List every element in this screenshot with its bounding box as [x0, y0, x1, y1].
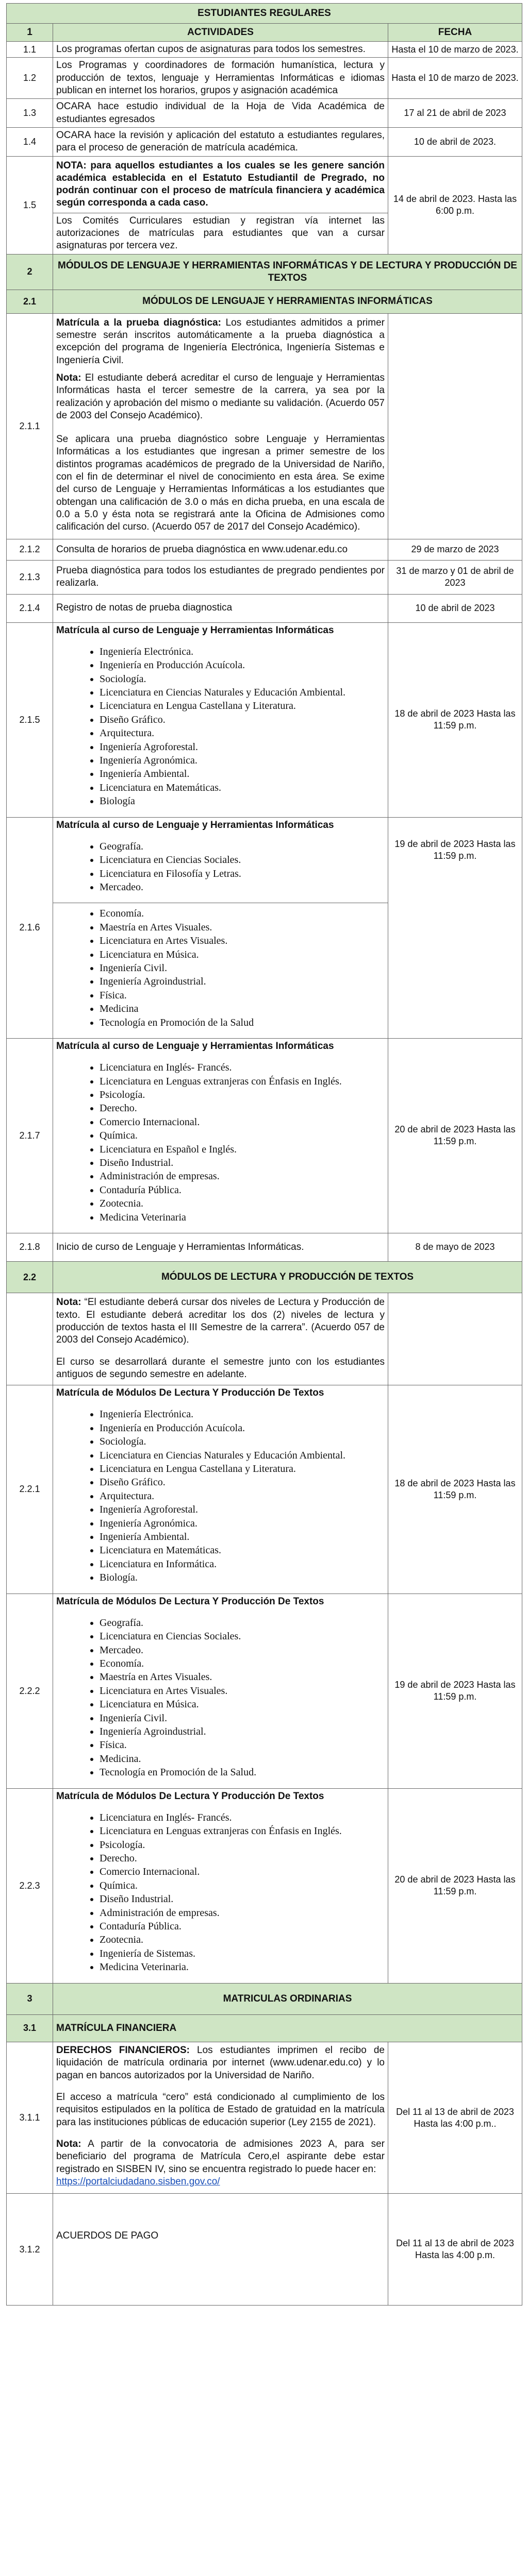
row-date: 19 de abril de 2023 Hasta las 11:59 p.m. — [388, 1594, 522, 1788]
label-bold: DERECHOS FINANCIEROS: — [56, 2045, 190, 2056]
row-activity — [53, 817, 388, 1038]
list-item: • Ingeniería Agroforestal. — [100, 740, 385, 754]
table-row — [7, 58, 522, 99]
row-date: Hasta el 10 de marzo de 2023. — [388, 42, 522, 58]
enrollment-title: Matrícula al curso de Lenguaje y Herramientas Informáticas — [56, 819, 334, 831]
row-number: 3.1.2 — [7, 2194, 53, 2306]
row-activity: OCARA hace estudio individual de la Hoja de Vida Académica de estudiantes egresados — [53, 99, 388, 128]
paragraph-text: Los estudiantes admitidos a primer semestre serán inscritos automáticamente a la prueba diagnóstica a excepción del programa de Ingeniería Electrónica, Ingeniería Sistemas e Ingeniería Civil. — [56, 317, 385, 366]
table-row — [7, 817, 522, 1038]
section-number: 2 — [7, 254, 53, 290]
list-item: • Mercadeo. — [100, 880, 385, 894]
table-row — [7, 1594, 522, 1788]
row-number: 2.1.7 — [7, 1038, 53, 1233]
table-row — [7, 2042, 522, 2194]
program-list — [56, 1811, 385, 1974]
list-item: • Ingeniería en Producción Acuícola. — [100, 658, 385, 672]
subsection-number: 2.2 — [7, 1261, 53, 1293]
list-item: • Medicina Veterinaria — [100, 1211, 385, 1224]
table-title-row — [7, 4, 522, 24]
row-activity — [53, 1788, 388, 1983]
row-date: 8 de mayo de 2023 — [388, 1233, 522, 1261]
list-item: • Geografía. — [100, 1616, 385, 1630]
list-item: • Química. — [100, 1879, 385, 1892]
row-date: Del 11 al 13 de abril de 2023 Hasta las 4:00 p.m.. — [388, 2042, 522, 2194]
list-item: • Sociología. — [100, 1435, 385, 1448]
list-item: • Medicina. — [100, 1752, 385, 1766]
list-item: • Licenciatura en Lenguas extranjeras con Énfasis en Inglés. — [100, 1075, 385, 1088]
section-number: 3 — [7, 1983, 53, 2014]
row-date — [388, 1293, 522, 1385]
list-item: • Geografía. — [100, 840, 385, 853]
list-item: • Ingeniería Agroindustrial. — [100, 1725, 385, 1738]
row-date — [388, 313, 522, 539]
subsection-header-row — [7, 1261, 522, 1293]
col-header-date: FECHA — [388, 24, 522, 42]
row-date: 20 de abril de 2023 Hasta las 11:59 p.m. — [388, 1038, 522, 1233]
paragraph-text: Los estudiantes imprimen el recibo de liquidación de matrícula ordinaria por internet (www.udenar.edu.co) y lo pagan en bancos autorizados por la Universidad de Nariño. — [56, 2045, 385, 2081]
list-item: • Ingeniería Electrónica. — [100, 645, 385, 658]
row-number: 2.1.4 — [7, 594, 53, 622]
row-activity: Los programas ofertan cupos de asignaturas para todos los semestres. — [53, 42, 388, 58]
list-item: • Ingeniería Agronómica. — [100, 1517, 385, 1530]
paragraph: El curso se desarrollará durante el semestre junto con los estudiantes antiguos de segundo semestre en adelante. — [56, 1356, 385, 1380]
list-item: • Zootecnia. — [100, 1933, 385, 1946]
list-item: • Comercio Internacional. — [100, 1865, 385, 1878]
row-number: 2.1.5 — [7, 622, 53, 817]
list-item: • Ingeniería Ambiental. — [100, 1530, 385, 1544]
list-item: • Maestría en Artes Visuales. — [100, 1670, 385, 1684]
row-number: 1.3 — [7, 99, 53, 128]
program-list — [56, 907, 385, 1029]
list-item: • Licenciatura en Lengua Castellana y Literatura. — [100, 699, 385, 713]
academic-calendar-table — [6, 3, 522, 2306]
row-number: 2.2.3 — [7, 1788, 53, 1983]
list-item: • Licenciatura en Español e Inglés. — [100, 1143, 385, 1156]
table-row-note — [7, 156, 522, 213]
row-number: 1.2 — [7, 58, 53, 99]
list-item: • Licenciatura en Ciencias Naturales y Educación Ambiental. — [100, 1449, 385, 1462]
row-date: 17 al 21 de abril de 2023 — [388, 99, 522, 128]
row-number: 1.4 — [7, 127, 53, 156]
list-item: • Licenciatura en Lengua Castellana y Literatura. — [100, 1462, 385, 1476]
row-activity: Inicio de curso de Lenguaje y Herramientas Informáticas. — [53, 1233, 388, 1261]
list-item: • Medicina Veterinaria. — [100, 1960, 385, 1974]
list-item: • Ingeniería Ambiental. — [100, 767, 385, 781]
row-activity — [53, 1594, 388, 1788]
section-header-row — [7, 254, 522, 290]
subsection-title: MATRÍCULA FINANCIERA — [53, 2014, 522, 2042]
paragraph-text: A partir de la convocatoria de admisiones 2023 A, para ser beneficiario del programa de Matrícula Cero,el aspirante debe estar registrado en SISBEN IV, sino se encuentra registrado lo puede hacer en: — [56, 2139, 385, 2175]
list-item: • Comercio Internacional. — [100, 1115, 385, 1129]
program-list — [56, 840, 385, 894]
list-item: • Ingeniería Agroforestal. — [100, 1503, 385, 1516]
list-item: • Diseño Industrial. — [100, 1156, 385, 1170]
subsection-title: MÓDULOS DE LENGUAJE Y HERRAMIENTAS INFORMÁTICAS — [53, 290, 522, 313]
row-number: 2.2.2 — [7, 1594, 53, 1788]
list-item: • Diseño Industrial. — [100, 1892, 385, 1906]
sisben-link[interactable]: https://portalciudadano.sisben.gov.co/ — [56, 2176, 220, 2187]
row-activity: ACUERDOS DE PAGO — [53, 2194, 388, 2306]
row-number: 3.1.1 — [7, 2042, 53, 2194]
table-title: ESTUDIANTES REGULARES — [7, 4, 522, 24]
list-item: • Mercadeo. — [100, 1643, 385, 1657]
list-item: • Licenciatura en Música. — [100, 948, 385, 961]
label-bold: Nota: — [56, 1297, 81, 1308]
list-item: • Biología — [100, 794, 385, 808]
row-activity: OCARA hace la revisión y aplicación del estatuto a estudiantes regulares, para el proceso de generación de matrícula académica. — [53, 127, 388, 156]
list-item: • Derecho. — [100, 1101, 385, 1115]
list-item: • Administración de empresas. — [100, 1170, 385, 1183]
row-activity — [53, 1293, 388, 1385]
subsection-header-row — [7, 2014, 522, 2042]
row-activity — [53, 2042, 388, 2194]
label-bold: Nota: — [56, 2139, 81, 2150]
row-activity: Prueba diagnóstica para todos los estudiantes de pregrado pendientes por realizarla. — [53, 560, 388, 594]
paragraph-text: El estudiante deberá acreditar el curso de lenguaje y Herramientas Informáticas hasta el tercer semestre de la carrera, ya sea por la realización y aprobación del mismo o mediante su validación. (Acuerdo 057 de 2003 del Consejo Académico). — [56, 372, 385, 421]
list-item: • Derecho. — [100, 1852, 385, 1865]
list-item: • Contaduría Pública. — [100, 1183, 385, 1197]
table-row — [7, 1385, 522, 1594]
row-number — [7, 1293, 53, 1385]
row-number: 2.1.3 — [7, 560, 53, 594]
row-date: 10 de abril de 2023. — [388, 127, 522, 156]
list-item: • Ingeniería Agronómica. — [100, 754, 385, 767]
table-row — [7, 1293, 522, 1385]
subsection-header-row — [7, 290, 522, 313]
row-activity — [53, 313, 388, 539]
row-number: 2.1.6 — [7, 817, 53, 1038]
col-header-number: 1 — [7, 24, 53, 42]
label-bold: Nota: — [56, 372, 81, 383]
subsection-title: MÓDULOS DE LECTURA Y PRODUCCIÓN DE TEXTOS — [53, 1261, 522, 1293]
list-item: • Arquitectura. — [100, 726, 385, 740]
row-date: 18 de abril de 2023 Hasta las 11:59 p.m. — [388, 622, 522, 817]
program-list — [56, 1408, 385, 1584]
list-item: • Zootecnia. — [100, 1197, 385, 1210]
list-item: • Ingeniería Civil. — [100, 961, 385, 975]
table-row — [7, 594, 522, 622]
list-item: • Ingeniería Civil. — [100, 1711, 385, 1725]
table-row — [7, 42, 522, 58]
row-number: 2.1.1 — [7, 313, 53, 539]
row-number: 2.2.1 — [7, 1385, 53, 1594]
list-item: • Ingeniería de Sistemas. — [100, 1947, 385, 1960]
list-item: • Ingeniería Agroindustrial. — [100, 975, 385, 988]
row-number: 2.1.2 — [7, 539, 53, 560]
col-header-activities: ACTIVIDADES — [53, 24, 388, 42]
row-number: 1.1 — [7, 42, 53, 58]
list-item: • Diseño Gráfico. — [100, 1476, 385, 1489]
table-row — [7, 1233, 522, 1261]
table-row — [7, 127, 522, 156]
row-date: Del 11 al 13 de abril de 2023 Hasta las 4:00 p.m. — [388, 2194, 522, 2306]
label-bold: Matrícula a la prueba diagnóstica: — [56, 317, 221, 328]
row-activity — [53, 622, 388, 817]
list-item: • Licenciatura en Ciencias Sociales. — [100, 1630, 385, 1643]
list-item: • Ingeniería Electrónica. — [100, 1408, 385, 1421]
paragraph — [56, 1296, 385, 1346]
table-row — [7, 539, 522, 560]
row-date: 14 de abril de 2023. Hasta las 6:00 p.m. — [388, 156, 522, 254]
program-list — [56, 1061, 385, 1224]
row-activity — [53, 1038, 388, 1233]
row-activity: Los Comités Curriculares estudian y registran vía internet las autorizaciones de matrículas para estudiantes que van a cursar asignaturas por tercera vez. — [53, 213, 388, 254]
list-item: • Contaduría Pública. — [100, 1920, 385, 1933]
row-date: 18 de abril de 2023 Hasta las 11:59 p.m. — [388, 1385, 522, 1594]
list-item: • Licenciatura en Lenguas extranjeras con Énfasis en Inglés. — [100, 1824, 385, 1838]
list-item: • Licenciatura en Matemáticas. — [100, 1544, 385, 1557]
row-date: 31 de marzo y 01 de abril de 2023 — [388, 560, 522, 594]
table-row — [7, 560, 522, 594]
table-row — [7, 99, 522, 128]
row-activity: Los Programas y coordinadores de formación humanística, lectura y producción de textos, lenguaje y Herramientas Informáticas e idiomas publican en internet los horarios, grupos y asignación académica — [53, 58, 388, 99]
list-item: • Medicina — [100, 1002, 385, 1015]
section-title: MATRICULAS ORDINARIAS — [53, 1983, 522, 2014]
table-row — [7, 313, 522, 539]
row-date: 29 de marzo de 2023 — [388, 539, 522, 560]
section-title: MÓDULOS DE LENGUAJE Y HERRAMIENTAS INFORMÁTICAS Y DE LECTURA Y PRODUCCIÓN DE TEXTOS — [53, 254, 522, 290]
list-item: • Tecnología en Promoción de la Salud — [100, 1016, 385, 1029]
row-activity: Consulta de horarios de prueba diagnóstica en www.udenar.edu.co — [53, 539, 388, 560]
list-item: • Ingeniería en Producción Acuícola. — [100, 1421, 385, 1435]
row-activity — [53, 1385, 388, 1594]
subsection-number: 3.1 — [7, 2014, 53, 2042]
sanction-note: NOTA: para aquellos estudiantes a los cuales se les genere sanción académica establecida en el Estatuto Estudiantil de Pregrado, no podrán continuar con el proceso de matrícula financiera y académica según corresponda a cada caso. — [53, 156, 388, 213]
list-item: • Licenciatura en Artes Visuales. — [100, 934, 385, 947]
row-number: 2.1.8 — [7, 1233, 53, 1261]
paragraph — [56, 317, 385, 367]
row-number: 1.5 — [7, 156, 53, 254]
list-item: • Licenciatura en Música. — [100, 1698, 385, 1711]
list-item: • Licenciatura en Ciencias Sociales. — [100, 853, 385, 867]
list-item: • Licenciatura en Matemáticas. — [100, 781, 385, 794]
enrollment-title: Matrícula de Módulos De Lectura Y Producción De Textos — [56, 1790, 324, 1802]
enrollment-title: Matrícula al curso de Lenguaje y Herramientas Informáticas — [56, 1040, 334, 1052]
enrollment-title: Matrícula de Módulos De Lectura Y Producción De Textos — [56, 1387, 324, 1399]
list-item: • Maestría en Artes Visuales. — [100, 921, 385, 934]
section-header-row — [7, 1983, 522, 2014]
list-item: • Licenciatura en Inglés- Francés. — [100, 1061, 385, 1074]
table-row — [7, 1038, 522, 1233]
list-item: • Licenciatura en Artes Visuales. — [100, 1684, 385, 1698]
row-date: 20 de abril de 2023 Hasta las 11:59 p.m. — [388, 1788, 522, 1983]
list-item: • Física. — [100, 1738, 385, 1752]
paragraph — [56, 372, 385, 422]
list-item: • Arquitectura. — [100, 1489, 385, 1503]
table-row — [7, 2194, 522, 2306]
list-item: • Economía. — [100, 907, 385, 920]
list-item: • Sociología. — [100, 672, 385, 686]
row-date: 10 de abril de 2023 — [388, 594, 522, 622]
program-list — [56, 1616, 385, 1780]
subsection-number: 2.1 — [7, 290, 53, 313]
table-row — [7, 1788, 522, 1983]
list-item: • Física. — [100, 989, 385, 1002]
list-item: • Química. — [100, 1129, 385, 1142]
paragraph: Se aplicara una prueba diagnóstico sobre Lenguaje y Herramientas Informáticas a los estudiantes que ingresan a primer semestre de los distintos programas académicos de pregrado de la Universidad de Nariño, con el fin de determinar el nivel de conocimiento en esta área. Se exime del curso de Lenguaje y Herramientas Informáticas a los estudiantes que obtengan una calificación de 3.0 o más en dicha prueba, en una escala de 0.0 a 5.0 y ésta nota se registrará ante la Oficina de Admisiones como calificación del curso. (Acuerdo 057 de 2017 del Consejo Académico). — [56, 434, 385, 533]
list-item: • Tecnología en Promoción de la Salud. — [100, 1766, 385, 1779]
row-activity: Registro de notas de prueba diagnostica — [53, 594, 388, 622]
paragraph — [56, 2138, 385, 2188]
enrollment-title: Matrícula al curso de Lenguaje y Herramientas Informáticas — [56, 624, 334, 636]
row-date: 19 de abril de 2023 Hasta las 11:59 p.m. — [388, 817, 522, 1038]
list-item: • Licenciatura en Filosofía y Letras. — [100, 867, 385, 880]
list-item: • Economía. — [100, 1657, 385, 1670]
list-item: • Licenciatura en Inglés- Francés. — [100, 1811, 385, 1824]
list-item: • Licenciatura en Informática. — [100, 1557, 385, 1571]
list-item: • Administración de empresas. — [100, 1906, 385, 1920]
list-item: • Licenciatura en Ciencias Naturales y Educación Ambiental. — [100, 686, 385, 699]
row-date: Hasta el 10 de marzo de 2023. — [388, 58, 522, 99]
list-item: • Biología. — [100, 1571, 385, 1584]
list-item: • Diseño Gráfico. — [100, 713, 385, 726]
paragraph — [56, 2044, 385, 2082]
paragraph: El acceso a matrícula “cero” está condicionado al cumplimiento de los requisitos estipulados en la política de Estado de gratuidad en la matrícula para las instituciones públicas de educación superior (Ley 2155 de 2021). — [56, 2092, 385, 2128]
table-header-row — [7, 24, 522, 42]
list-item: • Psicología. — [100, 1088, 385, 1101]
calendar-document — [6, 3, 522, 2306]
enrollment-title: Matrícula de Módulos De Lectura Y Producción De Textos — [56, 1596, 324, 1607]
program-list — [56, 645, 385, 808]
table-row — [7, 622, 522, 817]
list-item: • Psicología. — [100, 1838, 385, 1852]
paragraph-text: “El estudiante deberá cursar dos niveles de Lectura y Producción de texto. El estudiante deberá acreditar los dos (2) niveles de lectura y producción de textos hasta el III Semestre de la carrera”. (Acuerdo 057 de 2003 del Consejo Académico). — [56, 1297, 385, 1346]
